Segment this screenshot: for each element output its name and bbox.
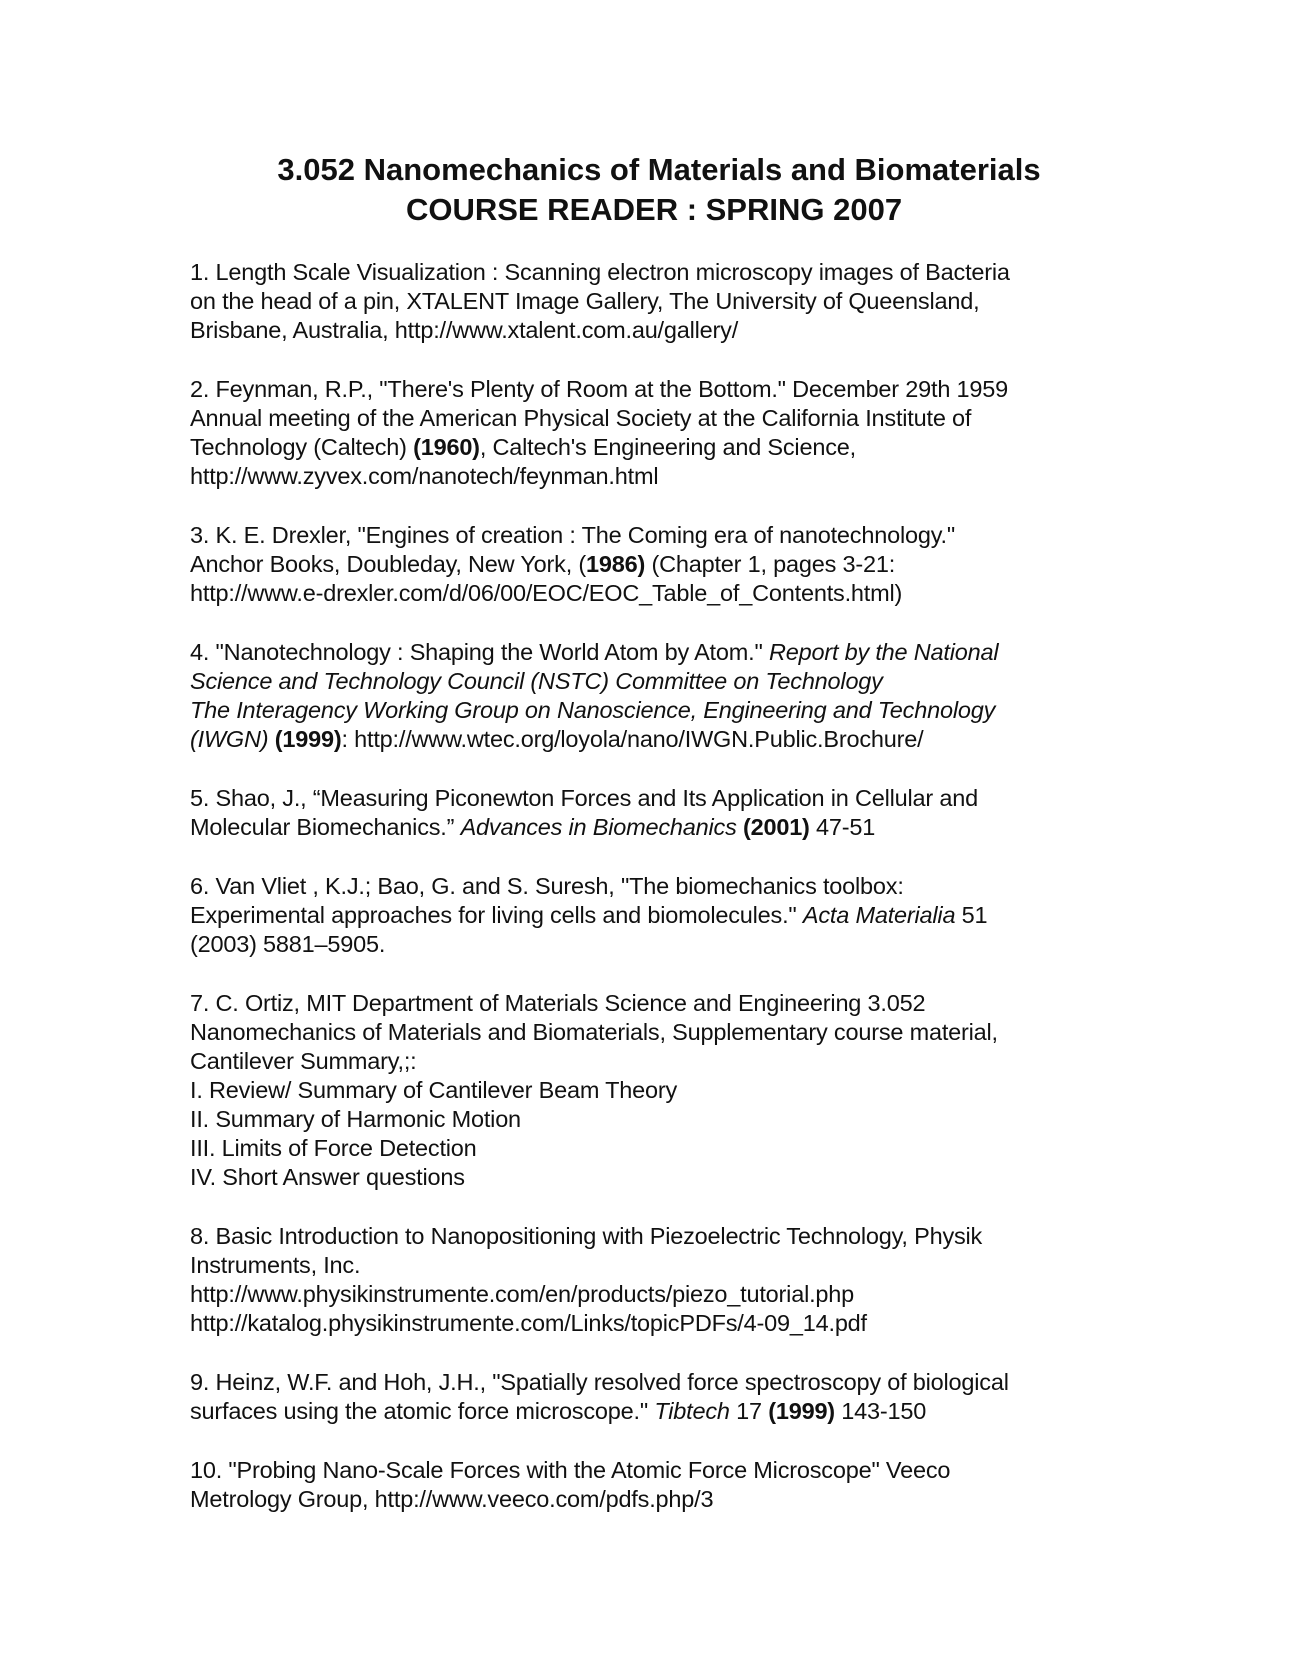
reference-subitem: III. Limits of Force Detection — [190, 1135, 477, 1161]
reference-text: Experimental approaches for living cells and biomolecules." — [190, 902, 803, 928]
reference-source: Acta Materialia — [802, 902, 956, 928]
reference-source: Tibtech — [654, 1398, 730, 1424]
reference-url: http://www.physikinstrumente.com/en/products/piezo_tutorial.php — [190, 1281, 855, 1307]
reference-source: Science and Technology Council (NSTC) Committee on Technology — [190, 668, 883, 694]
reference-text: 51 — [955, 902, 988, 928]
reference-line — [190, 725, 1110, 754]
reference-line: 6. Van Vliet , K.J.; Bao, G. and S. Suresh, "The biomechanics toolbox: — [190, 873, 904, 899]
reference-year: 1986) — [586, 551, 646, 577]
reference-source: (IWGN) — [190, 726, 269, 752]
reference-line: 8. Basic Introduction to Nanopositioning with Piezoelectric Technology, Physik — [190, 1223, 983, 1249]
reference-item-5 — [190, 784, 1110, 842]
reference-line: Metrology Group, http://www.veeco.com/pdfs.php/3 — [190, 1486, 714, 1512]
reference-line: Brisbane, Australia, http://www.xtalent.com.au/gallery/ — [190, 317, 739, 343]
reference-item-8 — [190, 1222, 1110, 1338]
reference-text: Anchor Books, Doubleday, New York, ( — [190, 551, 586, 577]
reference-subitem: I. Review/ Summary of Cantilever Beam Theory — [190, 1077, 678, 1103]
reference-line: 5. Shao, J., “Measuring Piconewton Forces and Its Application in Cellular and — [190, 785, 978, 811]
title-line-1: 3.052 Nanomechanics of Materials and Biomaterials — [277, 152, 1041, 187]
reference-text: 17 — [729, 1398, 769, 1424]
reference-url: : http://www.wtec.org/loyola/nano/IWGN.Public.Brochure/ — [341, 726, 924, 752]
reference-year: (1999) — [768, 1398, 835, 1424]
reference-line — [190, 550, 1110, 579]
reference-item-10 — [190, 1456, 1110, 1514]
reference-text: Molecular Biomechanics.” — [190, 814, 461, 840]
reference-line: (2003) 5881–5905. — [190, 931, 386, 957]
reference-year: (2001) — [736, 814, 810, 840]
reference-list — [190, 258, 1110, 1544]
reference-item-7 — [190, 989, 1110, 1192]
reference-line — [190, 813, 1110, 842]
reference-line: 9. Heinz, W.F. and Hoh, J.H., "Spatially resolved force spectroscopy of biological — [190, 1369, 1009, 1395]
reference-line: 10. "Probing Nano-Scale Forces with the Atomic Force Microscope" Veeco — [190, 1457, 951, 1483]
reference-subitem: IV. Short Answer questions — [190, 1164, 465, 1190]
reference-line — [190, 1397, 1110, 1426]
reference-source: Report by the National — [768, 639, 999, 665]
reference-item-3 — [190, 521, 1110, 608]
reference-url: http://katalog.physikinstrumente.com/Links/topicPDFs/4-09_14.pdf — [190, 1310, 867, 1336]
reference-text: 47-51 — [809, 814, 876, 840]
reference-line: 2. Feynman, R.P., "There's Plenty of Room at the Bottom." December 29th 1959 — [190, 376, 1009, 402]
reference-item-2 — [190, 375, 1110, 491]
page-title — [0, 150, 1298, 230]
title-line-2: COURSE READER : SPRING 2007 — [405, 192, 903, 227]
reference-line: 1. Length Scale Visualization : Scanning electron microscopy images of Bacteria — [190, 259, 1010, 285]
reference-line: Nanomechanics of Materials and Biomaterials, Supplementary course material, — [190, 1019, 998, 1045]
reference-text: 4. "Nanotechnology : Shaping the World Atom by Atom." — [190, 639, 769, 665]
reference-line: Annual meeting of the American Physical Society at the California Institute of — [190, 405, 972, 431]
reference-text: (Chapter 1, pages 3-21: — [645, 551, 896, 577]
reference-year: (1960) — [413, 434, 480, 460]
reference-year: (1999) — [268, 726, 342, 752]
reference-line — [190, 433, 1110, 462]
reference-item-4 — [190, 638, 1110, 754]
reference-line: on the head of a pin, XTALENT Image Gallery, The University of Queensland, — [190, 288, 980, 314]
reference-source: The Interagency Working Group on Nanoscience, Engineering and Technology — [190, 697, 996, 723]
reference-line: 3. K. E. Drexler, "Engines of creation : The Coming era of nanotechnology." — [190, 522, 955, 548]
reference-item-9 — [190, 1368, 1110, 1426]
reference-subitem: II. Summary of Harmonic Motion — [190, 1106, 521, 1132]
reference-line — [190, 638, 1110, 667]
reference-text: surfaces using the atomic force microscope." — [190, 1398, 655, 1424]
reference-text: Technology (Caltech) — [190, 434, 414, 460]
reference-line: 7. C. Ortiz, MIT Department of Materials Science and Engineering 3.052 — [190, 990, 926, 1016]
reference-line — [190, 901, 1110, 930]
reference-item-6 — [190, 872, 1110, 959]
reference-url: http://www.zyvex.com/nanotech/feynman.html — [190, 463, 659, 489]
reference-text: 143-150 — [834, 1398, 927, 1424]
reference-item-1 — [190, 258, 1110, 345]
reference-line: Cantilever Summary,;: — [190, 1048, 417, 1074]
reference-line: Instruments, Inc. — [190, 1252, 361, 1278]
reference-source: Advances in Biomechanics — [460, 814, 737, 840]
reference-text: , Caltech's Engineering and Science, — [479, 434, 856, 460]
reference-url: http://www.e-drexler.com/d/06/00/EOC/EOC_Table_of_Contents.html) — [190, 580, 903, 606]
